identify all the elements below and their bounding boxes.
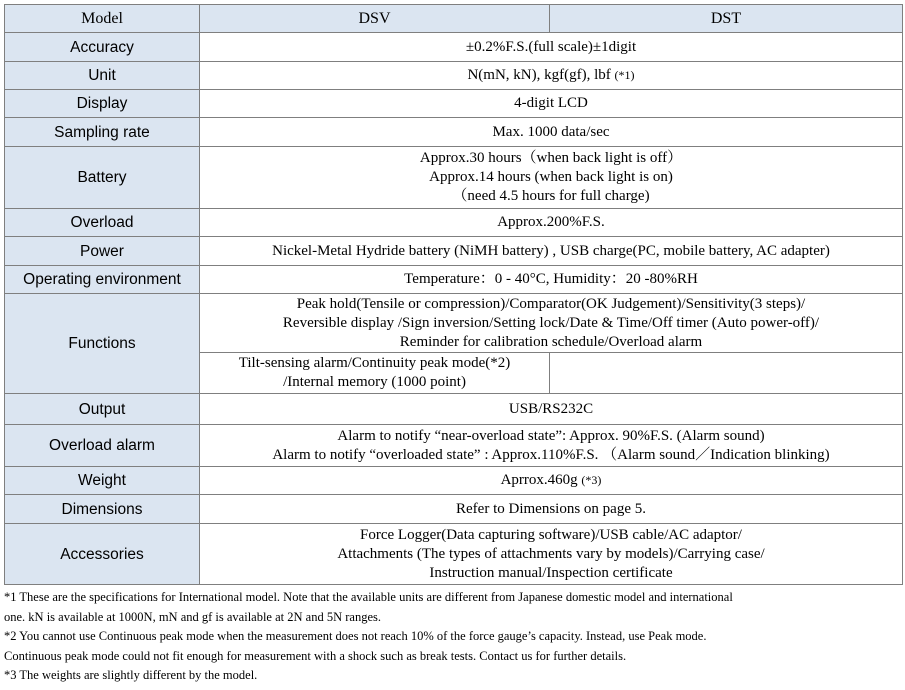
overload-alarm-value: [200, 425, 903, 467]
overload-label: Overload: [5, 209, 200, 237]
footnote-2: *2 You cannot use Continuous peak mode when the measurement does not reach 10% of the force gauge’s capacity. Instead, use Peak mode.: [4, 629, 707, 644]
power-label: Power: [5, 237, 200, 266]
output-label: Output: [5, 394, 200, 425]
output-row: [5, 394, 903, 425]
weight-value-cell: [200, 467, 903, 495]
footnote-1-cont: one. kN is available at 1000N, mN and gf is available at 2N and 5N ranges.: [4, 609, 381, 624]
battery-line: （need 4.5 hours for full charge): [452, 188, 650, 204]
functions-dsv-line: /Internal memory (1000 point): [283, 374, 466, 390]
battery-value: [200, 147, 903, 209]
functions-common: [200, 294, 903, 353]
functions-line: Reversible display /Sign inversion/Setting lock/Date & Time/Off timer (Auto power-off)/: [282, 314, 820, 331]
sampling-value: Max. 1000 data/sec: [200, 118, 903, 147]
unit-footnote-ref: (*1): [614, 68, 635, 82]
functions-line: Reminder for calibration schedule/Overload alarm: [399, 333, 703, 350]
overload-row: [5, 209, 903, 237]
dimensions-row: [5, 495, 903, 524]
header-row: [5, 5, 903, 33]
battery-line: Approx.14 hours (when back light is on): [429, 169, 673, 185]
overload-alarm-line: Alarm to notify “near-overload state”: Approx. 90%F.S. (Alarm sound): [337, 427, 765, 444]
environment-row: [5, 266, 903, 294]
unit-row: [5, 62, 903, 90]
dst-header: DST: [550, 5, 903, 33]
unit-label: Unit: [5, 62, 200, 90]
footnote-1: *1 These are the specifications for International model. Note that the available units are different from Japanese domestic model and international: [4, 590, 733, 604]
display-value: 4-digit LCD: [200, 90, 903, 118]
dimensions-label: Dimensions: [5, 495, 200, 524]
accessories-value: [200, 524, 903, 585]
display-label: Display: [5, 90, 200, 118]
functions-dsv: [200, 353, 550, 394]
accuracy-label: Accuracy: [5, 33, 200, 62]
weight-row: [5, 467, 903, 495]
overload-value: Approx.200%F.S.: [200, 209, 903, 237]
battery-label: Battery: [5, 147, 200, 209]
functions-line: Peak hold(Tensile or compression)/Comparator(OK Judgement)/Sensitivity(3 steps)/: [296, 295, 806, 312]
battery-row: [5, 147, 903, 209]
accuracy-value: ±0.2%F.S.(full scale)±1digit: [200, 33, 903, 62]
power-value: Nickel-Metal Hydride battery (NiMH battery) , USB charge(PC, mobile battery, AC adapter): [200, 237, 903, 266]
weight-label: Weight: [5, 467, 200, 495]
footnotes: [4, 588, 904, 686]
weight-footnote-ref: (*3): [581, 473, 602, 487]
display-row: [5, 90, 903, 118]
unit-value: N(mN, kN), kgf(gf), lbf: [467, 67, 611, 83]
accessories-line: Attachments (The types of attachments vary by models)/Carrying case/: [337, 545, 765, 562]
functions-label: Functions: [5, 294, 200, 394]
functions-row: [5, 294, 903, 353]
spec-table: [4, 4, 903, 585]
power-row: [5, 237, 903, 266]
functions-dsv-line: Tilt-sensing alarm/Continuity peak mode(*2): [238, 355, 511, 371]
footnote-2-cont: Continuous peak mode could not fit enough for measurement with a shock such as break tests. Contact us for further details.: [4, 648, 627, 663]
footnote-3: *3 The weights are slightly different by the model.: [4, 668, 258, 683]
overload-alarm-label: Overload alarm: [5, 425, 200, 467]
unit-value-cell: [200, 62, 903, 90]
functions-dst: [550, 353, 903, 394]
output-value: USB/RS232C: [200, 394, 903, 425]
dsv-header: DSV: [200, 5, 550, 33]
weight-value: Aprrox.460g: [500, 472, 578, 488]
sampling-label: Sampling rate: [5, 118, 200, 147]
overload-alarm-line: Alarm to notify “overloaded state” : Approx.110%F.S. （Alarm sound／Indication blinking): [272, 446, 830, 463]
dimensions-value: Refer to Dimensions on page 5.: [200, 495, 903, 524]
accessories-line: Instruction manual/Inspection certificate: [429, 564, 673, 581]
battery-line: Approx.30 hours（when back light is off）: [419, 150, 683, 166]
accessories-line: Force Logger(Data capturing software)/USB cable/AC adaptor/: [360, 526, 742, 543]
model-header: Model: [5, 5, 200, 33]
accessories-row: [5, 524, 903, 585]
environment-value: Temperature：0 - 40°C, Humidity：20 -80%RH: [200, 266, 903, 294]
sampling-row: [5, 118, 903, 147]
accessories-label: Accessories: [5, 524, 200, 585]
accuracy-row: [5, 33, 903, 62]
overload-alarm-row: [5, 425, 903, 467]
environment-label: Operating environment: [5, 266, 200, 294]
